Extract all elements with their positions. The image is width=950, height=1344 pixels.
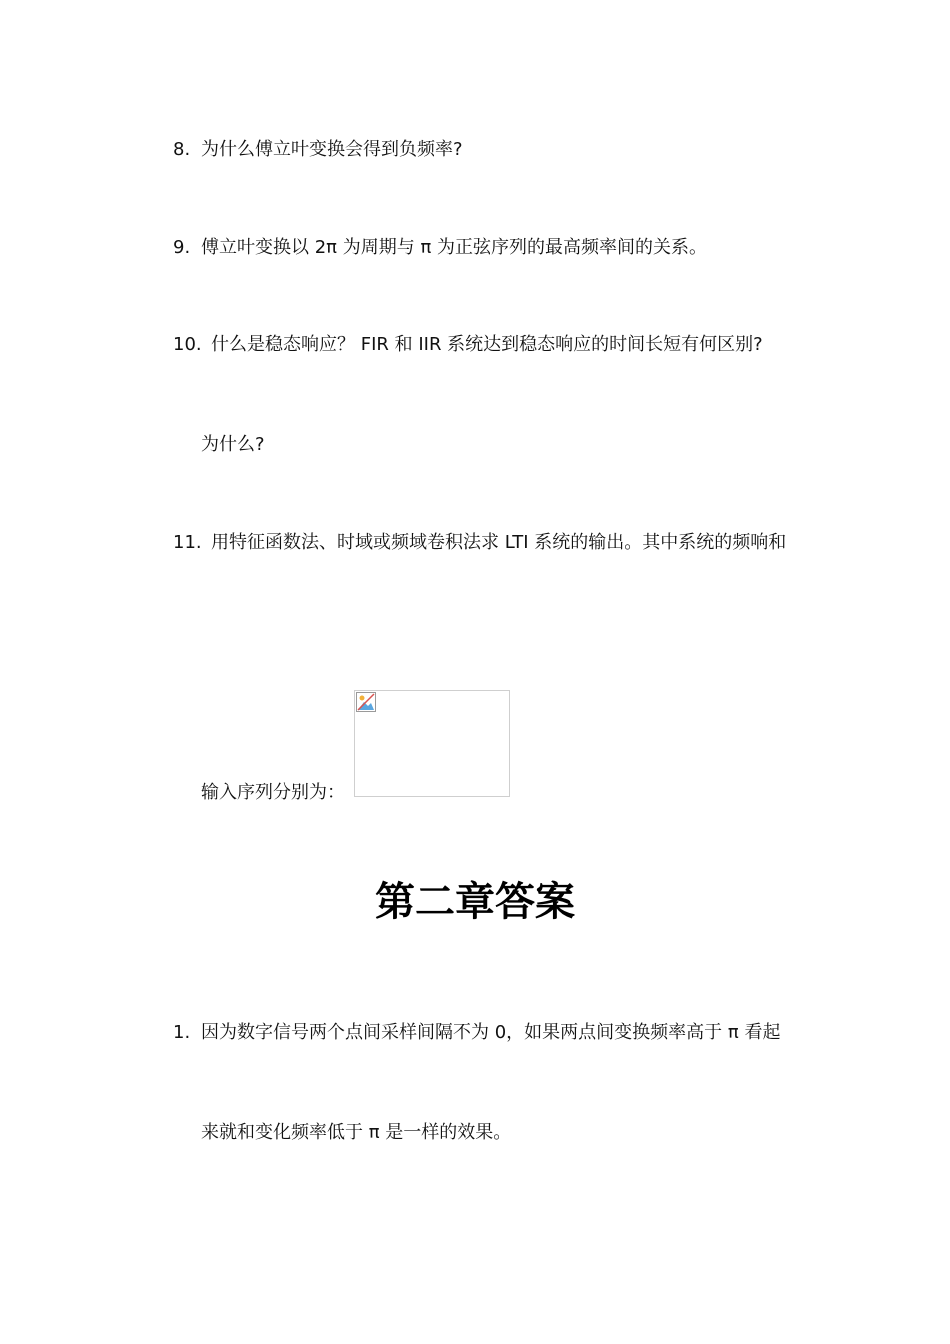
question-number: 10. (173, 334, 202, 355)
question-10 (173, 333, 763, 357)
question-11 (173, 531, 786, 555)
question-11-continuation: 输入序列分别为： (201, 782, 345, 803)
question-text: 什么是稳态响应？ FIR 和 IIR 系统达到稳态响应的时间长短有何区别? (211, 334, 763, 355)
answer-number: 1. (173, 1022, 191, 1043)
question-number: 8. (173, 139, 191, 160)
answer-text: 因为数字信号两个点间采样间隔不为 0，如果两点间变换频率高于 π 看起 (201, 1022, 781, 1043)
question-9 (173, 236, 707, 260)
answer-1-continuation: 来就和变化频率低于 π 是一样的效果。 (201, 1122, 512, 1143)
question-number: 11. (173, 532, 202, 553)
question-number: 9. (173, 237, 191, 258)
question-text: 用特征函数法、时域或频域卷积法求 LTI 系统的输出。其中系统的频响和 (211, 532, 787, 553)
question-10-continuation: 为什么? (201, 434, 265, 455)
question-text: 傅立叶变换以 2π 为周期与 π 为正弦序列的最高频率间的关系。 (201, 237, 708, 258)
question-text: 为什么傅立叶变换会得到负频率? (201, 139, 463, 160)
formula-image (354, 690, 510, 797)
answer-1 (173, 1021, 780, 1045)
broken-image-icon (356, 692, 376, 712)
question-8 (173, 138, 463, 162)
chapter-title: 第二章答案 (375, 879, 575, 925)
